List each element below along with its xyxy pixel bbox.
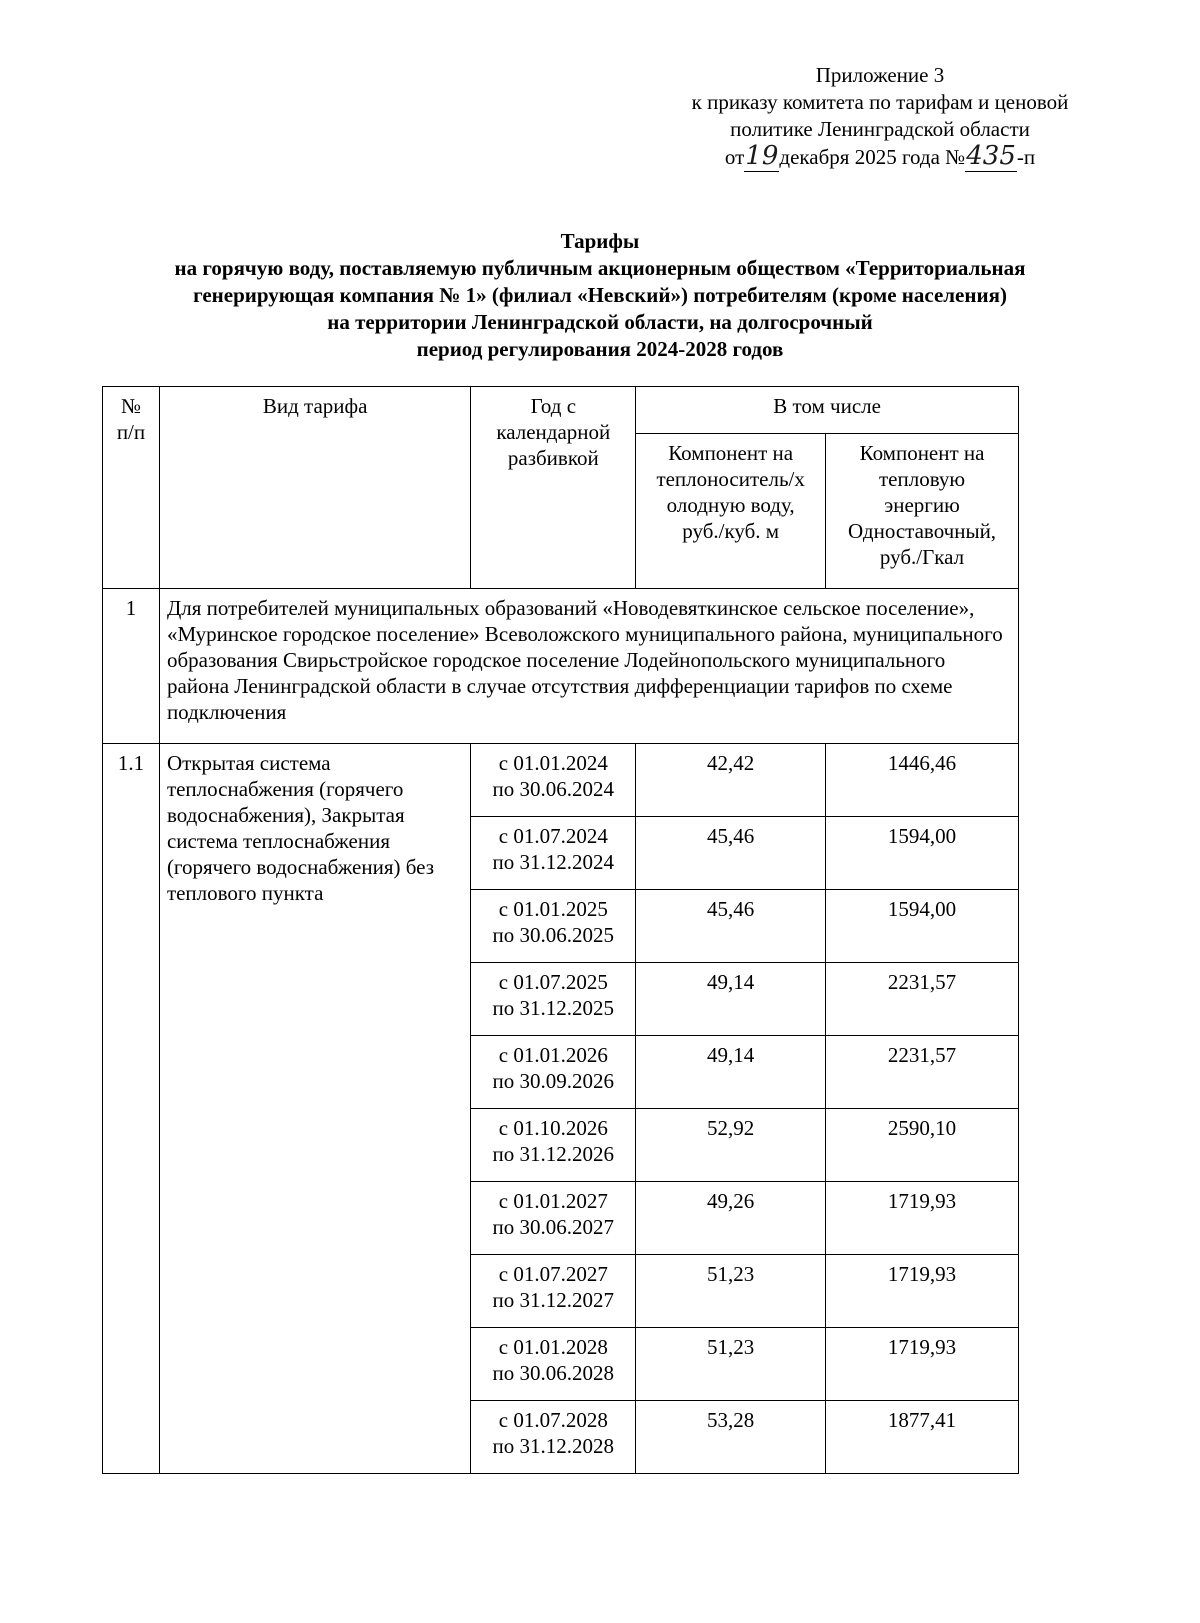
water-component-cell: 45,46	[636, 817, 826, 890]
section-row	[103, 589, 1019, 744]
water-component-cell: 42,42	[636, 744, 826, 817]
heat-component-cell: 1446,46	[826, 744, 1019, 817]
appendix-date-line	[640, 143, 1120, 171]
header-component-water: Компонент на теплоноситель/х олодную воду, руб./куб. м	[636, 434, 826, 589]
period-cell: с 01.07.2025 по 31.12.2025	[471, 963, 636, 1036]
title-line-4: на территории Ленинградской области, на долгосрочный	[327, 310, 873, 334]
title-line-2: на горячую воду, поставляемую публичным акционерным обществом «Территориальная	[174, 256, 1026, 280]
appendix-block	[640, 62, 1120, 171]
section-text: Для потребителей муниципальных образований «Новодевяткинское сельское поселение», «Муринское городское поселение» Всеволожского муниципального района, муниципального образования Свирьстройское городское поселение Лодейнопольского муниципального района Ленинградской области в случае отсутствия дифференциации тарифов по схеме подключения	[159, 589, 1018, 744]
period-cell: с 01.10.2026 по 31.12.2026	[471, 1109, 636, 1182]
appendix-line-2: к приказу комитета по тарифам и ценовой	[691, 90, 1069, 114]
title-line-3: генерирующая компания № 1» (филиал «Невский») потребителям (кроме населения)	[193, 283, 1007, 307]
table-row	[103, 744, 1019, 817]
heat-component-cell: 1594,00	[826, 890, 1019, 963]
period-cell: с 01.01.2024 по 30.06.2024	[471, 744, 636, 817]
water-component-cell: 49,14	[636, 1036, 826, 1109]
period-cell: с 01.01.2026 по 30.09.2026	[471, 1036, 636, 1109]
number-suffix: -п	[1016, 145, 1036, 169]
date-middle: декабря 2025 года №	[779, 145, 966, 169]
water-component-cell: 49,26	[636, 1182, 826, 1255]
table-header-row	[103, 387, 1019, 434]
heat-component-cell: 1877,41	[826, 1401, 1019, 1474]
heat-component-cell: 2590,10	[826, 1109, 1019, 1182]
period-cell: с 01.07.2027 по 31.12.2027	[471, 1255, 636, 1328]
header-tariff-type: Вид тарифа	[159, 387, 470, 589]
water-component-cell: 53,28	[636, 1401, 826, 1474]
heat-component-cell: 2231,57	[826, 963, 1019, 1036]
water-component-cell: 52,92	[636, 1109, 826, 1182]
handwritten-day: 19	[745, 141, 779, 171]
header-component-heat: Компонент на тепловую энергию Одноставочный, руб./Гкал	[826, 434, 1019, 589]
section-num: 1	[103, 589, 160, 744]
period-cell: с 01.01.2025 по 30.06.2025	[471, 890, 636, 963]
water-component-cell: 51,23	[636, 1255, 826, 1328]
water-component-cell: 45,46	[636, 890, 826, 963]
appendix-line-1: Приложение 3	[815, 63, 945, 87]
subsection-num: 1.1	[103, 744, 160, 1474]
title-line-1: Тарифы	[560, 229, 640, 253]
subsection-text: Открытая система теплоснабжения (горячего водоснабжения), Закрытая система теплоснабжения (горячего водоснабжения) без теплового пункта	[159, 744, 470, 1474]
heat-component-cell: 1719,93	[826, 1328, 1019, 1401]
water-component-cell: 49,14	[636, 963, 826, 1036]
header-including: В том числе	[636, 387, 1019, 434]
heat-component-cell: 1594,00	[826, 817, 1019, 890]
title-line-5: период регулирования 2024-2028 годов	[416, 337, 784, 361]
tariffs-table	[102, 386, 1019, 1474]
period-cell: с 01.01.2027 по 30.06.2027	[471, 1182, 636, 1255]
date-prefix: от	[724, 145, 745, 169]
appendix-line-3: политике Ленинградской области	[730, 117, 1030, 141]
document-title	[80, 228, 1120, 363]
header-num: № п/п	[103, 387, 160, 589]
period-cell: с 01.07.2028 по 31.12.2028	[471, 1401, 636, 1474]
handwritten-number: 435	[966, 141, 1016, 171]
header-year: Год с календарной разбивкой	[471, 387, 636, 589]
water-component-cell: 51,23	[636, 1328, 826, 1401]
heat-component-cell: 1719,93	[826, 1255, 1019, 1328]
heat-component-cell: 1719,93	[826, 1182, 1019, 1255]
period-cell: с 01.07.2024 по 31.12.2024	[471, 817, 636, 890]
heat-component-cell: 2231,57	[826, 1036, 1019, 1109]
period-cell: с 01.01.2028 по 30.06.2028	[471, 1328, 636, 1401]
